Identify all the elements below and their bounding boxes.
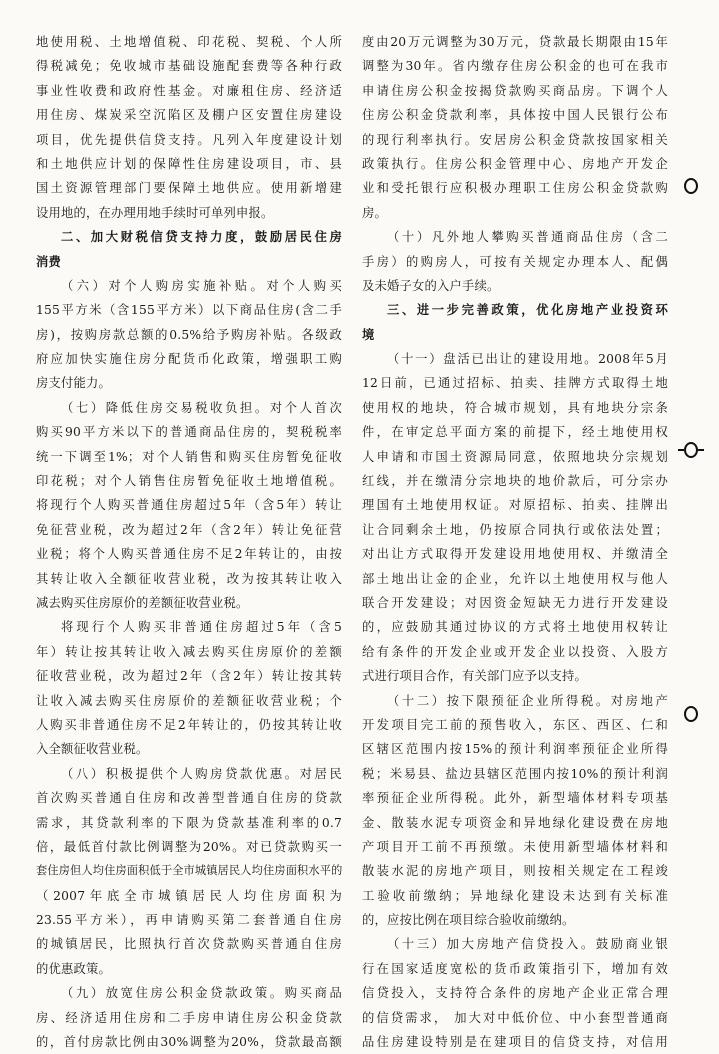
text-line: 减去购买住房原价的差额征收营业税。 [36, 595, 249, 610]
text-line: 国土资源管理部门要保障土地供应。使用新增建 [36, 181, 342, 196]
text-line: （七）降低住房交易税收负担。对个人首次 [61, 400, 342, 415]
text-line: 人购买非普通住房不足2年转让的，仍按其转让收 [36, 717, 342, 732]
text-line: 人申请和市国土资源局同意，依照地块分宗规划 [362, 449, 668, 464]
text-line: 让合同剩余土地，仍按原合同执行或依法处置； [362, 522, 668, 537]
text-line: 的，应鼓励其通过协议的方式将土地使用权转让 [362, 620, 668, 635]
text-line: （八）积极提供个人购房贷款优惠。对居民 [61, 766, 342, 781]
text-line: 信贷投入，支持符合条件的房地产企业正常合理 [362, 986, 668, 1001]
section-heading: 二、加大财税信贷支持力度，鼓励居民住房 [61, 229, 342, 245]
section-heading: 三、进一步完善政策，优化房地产业投资环 [387, 302, 668, 318]
text-line: 品住房建设特别是在建项目的信贷支持，对信用 [362, 1035, 668, 1050]
text-line: 件，在审定总平面方案的前提下，经土地使用权 [362, 425, 668, 440]
text-line: 产项目开工前不再预缴。未使用新型墙体材料和 [362, 839, 668, 854]
text-line: 的现行利率执行。安居房公积金贷款按国家相关 [362, 132, 668, 147]
text-line: 对出让方式取得开发建设用地使用权、并缴清全 [362, 547, 668, 562]
text-line: （十二）按下限预征企业所得税。对房地产 [387, 693, 668, 708]
text-line: 免征营业税，改为超过2年（含2年）转让免征营 [36, 522, 342, 537]
binding-hole-mark [684, 442, 698, 458]
text-line: 房)，按购房款总额的0.5%给予购房补贴。各级政 [36, 327, 342, 342]
text-line: 使用权的地块，符合城市规划，具有地块分宗条 [362, 400, 668, 415]
text-line: 统一下调至1%；对个人销售和购买住房暂免征收 [36, 449, 342, 464]
text-line: （十一）盘活已出让的建设用地。2008年5月 [387, 352, 668, 367]
text-line: 开发项目完工前的预售收入，东区、西区、仁和 [362, 717, 668, 732]
text-line: 倍，最低首付款比例调整为20%。对已贷款购买一 [36, 839, 342, 854]
binding-hole-mark [684, 706, 698, 722]
text-line: 设用地的，在办理用地手续时可单列申报。 [36, 205, 274, 220]
binding-hole-mark [684, 178, 698, 194]
text-line: 住房公积金贷款利率，具体按中国人民银行公布 [362, 108, 668, 123]
text-line: 手房）的购房人，可按有关规定办理本人、配偶 [362, 254, 668, 269]
text-line: 度由20万元调整为30万元，贷款最长期限由15年 [362, 35, 668, 49]
text-line: 房支付能力。 [36, 376, 111, 391]
text-line: 调整为30年。省内缴存住房公积金的也可在我市 [362, 59, 668, 74]
text-line: （九）放宽住房公积金贷款政策。购买商品 [61, 986, 342, 1001]
text-line: 税；米易县、盐边县辖区范围内按10%的预计利润 [362, 766, 668, 781]
text-line: 得税减免；免收城市基础设施配套费等各种行政 [36, 59, 342, 74]
text-line: 用住房、煤炭采空沉陷区及棚户区安置住房建设 [36, 108, 342, 123]
text-line: 散装水泥的房地产项目，则按相关规定在工程竣 [362, 864, 668, 879]
text-line: 的，首付房款比例由30%调整为20%，贷款最高额 [36, 1035, 342, 1050]
text-line: 部土地出让金的企业，允许以土地使用权与他人 [362, 571, 668, 586]
text-line: 的优惠政策。 [36, 961, 111, 976]
text-line: 理国有土地使用权证。对原招标、拍卖、挂牌出 [362, 498, 668, 513]
text-line: 项目，优先提供信贷支持。凡列入年度建设计划 [36, 132, 342, 147]
text-line: 及未婚子女的入户手续。 [362, 278, 500, 293]
text-line: （十三）加大房地产信贷投入。鼓励商业银 [387, 937, 668, 952]
text-line: 联合开发建设；对因资金短缺无力进行开发建设 [362, 595, 668, 610]
text-line: 申请住房公积金按揭贷款购买商品房。下调个人 [362, 83, 668, 98]
text-line: 其转让收入全额征收营业税，改为按其转让收入 [36, 571, 342, 586]
text-line: 率预征企业所得税。此外，新型墙体材料专项基 [362, 791, 668, 806]
text-line: 套住房但人均住房面积低于全市城镇居民人均住房面积水平的 [36, 864, 342, 878]
text-line: 让收入减去购买住房原价的差额征收营业税；个 [36, 693, 342, 708]
text-line: 155平方米（含155平方米）以下商品住房(含二手 [36, 303, 342, 318]
text-line: （十）凡外地人攀购买普通商品住房（含二 [387, 230, 668, 245]
text-line: 将现行个人购买非普通住房超过5年（含5 [61, 620, 342, 635]
text-line: （六）对个人购房实施补贴。对个人购买 [61, 278, 342, 293]
text-line: 府应加快实施住房分配货币化政策，增强职工购 [36, 352, 342, 367]
text-line: 需求，其贷款利率的下限为贷款基准利率的0.7 [36, 815, 342, 830]
text-line: 金、散装水泥专项资金和异地绿化建设费在房地 [362, 815, 668, 830]
text-line: 业和受托银行应积极办理职工住房公积金贷款购 [362, 181, 668, 196]
text-line: 年）转让按其转让收入减去购买住房原价的差额 [36, 644, 342, 659]
text-line: 征收营业税，改为超过2年（含2年）转让按其转 [36, 669, 342, 684]
section-heading: 消费 [36, 253, 61, 269]
text-line: 地使用税、土地增值税、印花税、契税、个人所 [36, 35, 342, 49]
text-line: 房。 [362, 205, 387, 220]
text-line: 行在国家适度宽松的货币政策指引下，增加有效 [362, 961, 668, 976]
text-line: 和土地供应计划的保障性住房建设项目，市、县 [36, 156, 342, 171]
text-line: 房、经济适用住房和二手房申请住房公积金贷款 [36, 1010, 342, 1025]
text-line: 的信贷需求， 加大对中低价位、中小套型普通商 [362, 1010, 668, 1025]
text-line: 业税；将个人购买普通住房不足2年转让的，由按 [36, 547, 342, 562]
text-line: 工验收前缴纳；异地绿化建设未达到有关标准 [362, 888, 668, 903]
text-line: 事业性收费和政府性基金。对廉租住房、经济适 [36, 83, 342, 98]
text-line: 印花税；对个人销售住房暂免征收土地增值税。 [36, 474, 342, 489]
text-line: 购买90平方米以下的普通商品住房的，契税税率 [36, 425, 342, 440]
right-column [362, 30, 668, 1054]
text-line: 首次购买普通自住房和改善型普通自住房的贷款 [36, 791, 342, 806]
text-line: 的，应按比例在项目综合验收前缴纳。 [362, 913, 575, 928]
text-line: 区辖区范围内按15%的预计利润率预征企业所得 [362, 742, 668, 757]
text-line: 式进行项目合作，有关部门应予以支持。 [362, 669, 587, 684]
text-line: 的城镇居民，比照执行首次贷款购买普通自住房 [36, 937, 342, 952]
section-heading: 境 [362, 326, 375, 342]
text-line: （2007年底全市城镇居民人均住房面积为 [36, 888, 342, 903]
text-line: 将现行个人购买普通住房超过5年（含5年）转让 [36, 498, 342, 513]
text-line: 政策执行。住房公积金管理中心、房地产开发企 [362, 156, 668, 171]
text-line: 红线，并在缴清分宗地块的地价款后，可分宗办 [362, 474, 668, 489]
text-line: 12日前，已通过招标、拍卖、挂牌方式取得土地 [362, 376, 668, 391]
text-line: 23.55平方米），再申请购买第二套普通自住房 [36, 913, 342, 928]
left-column [36, 30, 342, 1054]
text-line: 给有条件的开发企业或开发企业以投资、入股方 [362, 644, 668, 659]
text-line: 入全额征收营业税。 [36, 742, 149, 757]
